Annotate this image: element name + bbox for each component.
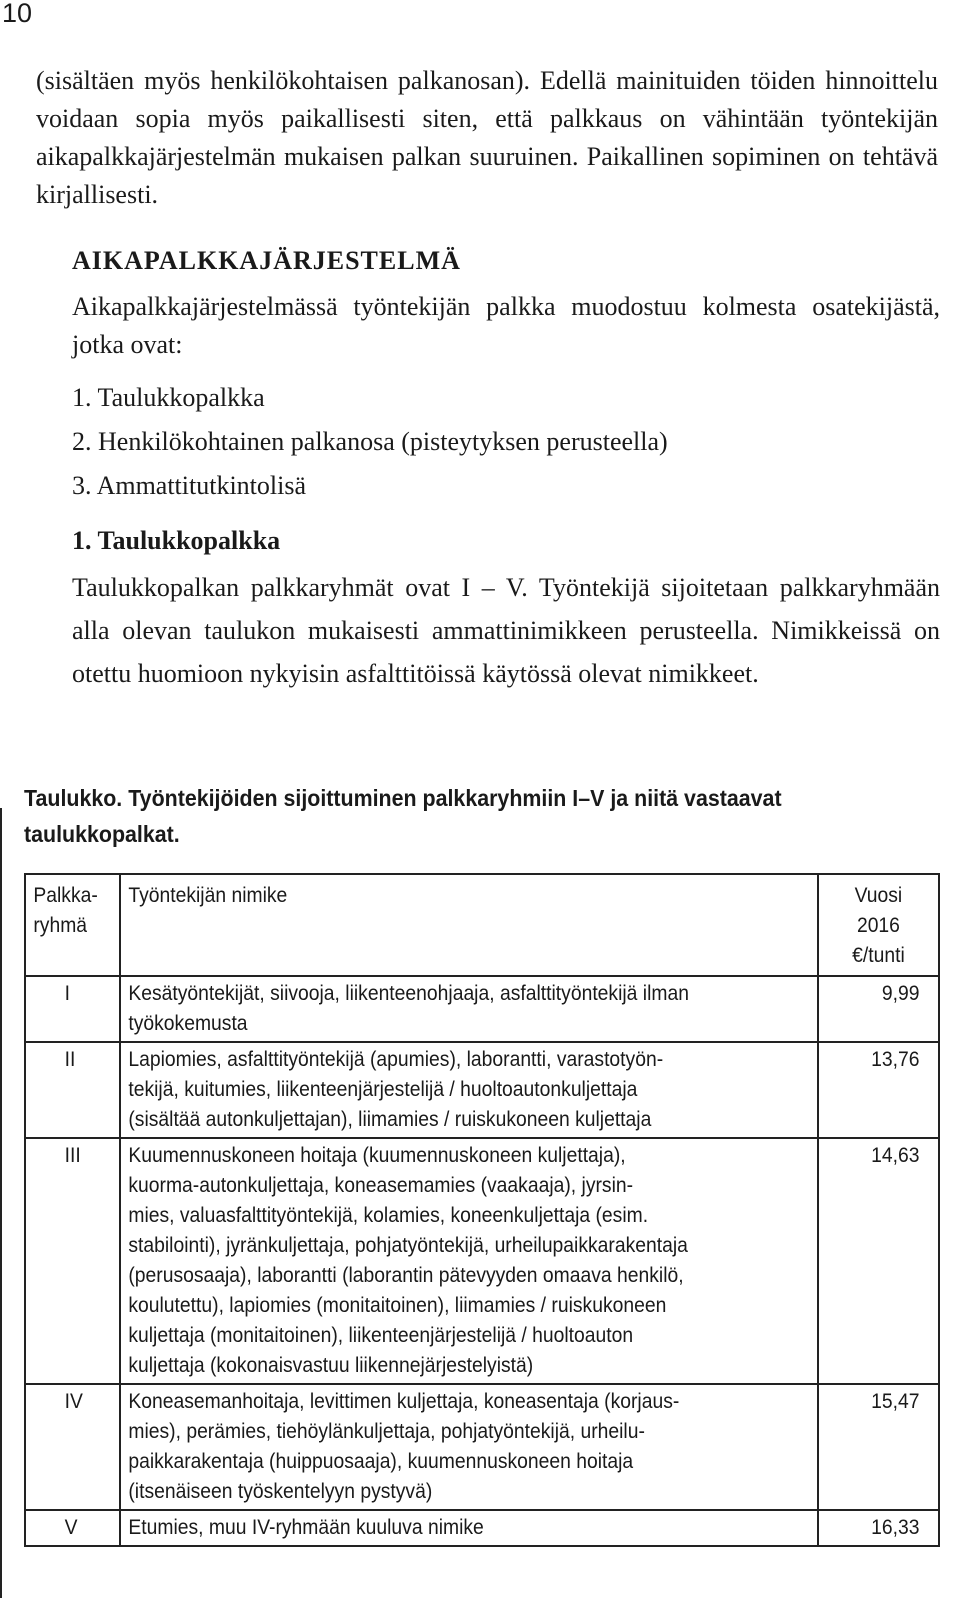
- list-item: 2. Henkilökohtainen palkanosa (pisteytyksen perusteella): [72, 427, 668, 456]
- group-cell: II: [25, 1042, 120, 1138]
- wage-cell: 13,76: [818, 1042, 939, 1138]
- subsection-heading: 1. Taulukkopalkka: [72, 526, 281, 555]
- table-header-row: [25, 874, 939, 976]
- wage-cell: 16,33: [818, 1510, 939, 1546]
- component-list: [72, 376, 668, 508]
- table-caption: Taulukko. Työntekijöiden sijoittuminen palkkaryhmiin I–V ja niitä vastaavat taulukkopalkat.: [24, 785, 782, 847]
- header-wage: Vuosi 2016 €/tunti: [818, 874, 939, 976]
- table-row: [25, 1138, 939, 1384]
- header-title: Työntekijän nimike: [120, 874, 818, 976]
- table-row: [25, 976, 939, 1042]
- section-intro: Aikapalkkajärjestelmässä työntekijän palkka muodostuu kolmesta osatekijästä, jotka ovat:: [72, 292, 940, 359]
- group-cell: V: [25, 1510, 120, 1546]
- wage-cell: 15,47: [818, 1384, 939, 1510]
- title-cell: Kuumennuskoneen hoitaja (kuumennuskoneen kuljettaja), kuorma-autonkuljettaja, koneasemamies (vaakaaja), jyrsin- mies, valuasfalttityöntekijä, kolamies, koneenkuljettaja (esim. stabilointi), jyränkuljettaja, pohjatyöntekijä, urheilupaikkarakentaja (perusosaaja), laborantti (laborantin pätevyyden omaava henkilö, koulutettu), lapiomies (monitaitoinen), liimamies / ruiskukoneen kuljettaja (monitaitoinen), liikenteenjärjestelijä / huoltoauton kuljettaja (kokonaisvastuu liikennejärjestelyistä): [120, 1138, 818, 1384]
- wage-cell: 14,63: [818, 1138, 939, 1384]
- margin-rule: [0, 808, 2, 1598]
- intro-paragraph: (sisältäen myös henkilökohtaisen palkanosan). Edellä mainituiden töiden hinnoittelu voidaan sopia myös paikallisesti siten, että palkkaus on vähintään työntekijän aikapalkkajärjestelmän mukaisen palkan suuruinen. Paikallinen sopiminen on tehtävä kirjallisesti.: [36, 66, 938, 209]
- list-item: 1. Taulukkopalkka: [72, 383, 265, 412]
- list-item: 3. Ammattitutkintolisä: [72, 471, 306, 500]
- table-row: [25, 1384, 939, 1510]
- table-row: [25, 1510, 939, 1546]
- table-row: [25, 1042, 939, 1138]
- group-cell: IV: [25, 1384, 120, 1510]
- section-heading: AIKAPALKKAJÄRJESTELMÄ: [72, 246, 461, 275]
- title-cell: Koneasemanhoitaja, levittimen kuljettaja, koneasentaja (korjaus- mies), perämies, tiehöylänkuljettaja, pohjatyöntekijä, urheilu- paikkarakentaja (huippuosaaja), kuumennuskoneen hoitaja (itsenäiseen työskentelyyn pystyvä): [120, 1384, 818, 1510]
- title-cell: Lapiomies, asfalttityöntekijä (apumies), laborantti, varastotyön- tekijä, kuitumies, liikenteenjärjestelijä / huoltoautonkuljettaja (sisältää autonkuljettajan), liimamies / ruiskukoneen kuljettaja: [120, 1042, 818, 1138]
- header-group: Palkka- ryhmä: [25, 874, 120, 976]
- title-cell: Etumies, muu IV-ryhmään kuuluva nimike: [120, 1510, 818, 1546]
- wage-cell: 9,99: [818, 976, 939, 1042]
- subsection-body: Taulukkopalkan palkkaryhmät ovat I – V. Työntekijä sijoitetaan palkkaryhmään alla olevan taulukon mukaisesti ammattinimikkeen perusteella. Nimikkeissä on otettu huomioon nykyisin asfalttitöissä käytössä olevat nimikkeet.: [72, 573, 940, 688]
- title-cell: Kesätyöntekijät, siivooja, liikenteenohjaaja, asfalttityöntekijä ilman työkokemusta: [120, 976, 818, 1042]
- group-cell: I: [25, 976, 120, 1042]
- wage-table: [24, 873, 940, 1547]
- group-cell: III: [25, 1138, 120, 1384]
- page-number: 10: [2, 0, 33, 28]
